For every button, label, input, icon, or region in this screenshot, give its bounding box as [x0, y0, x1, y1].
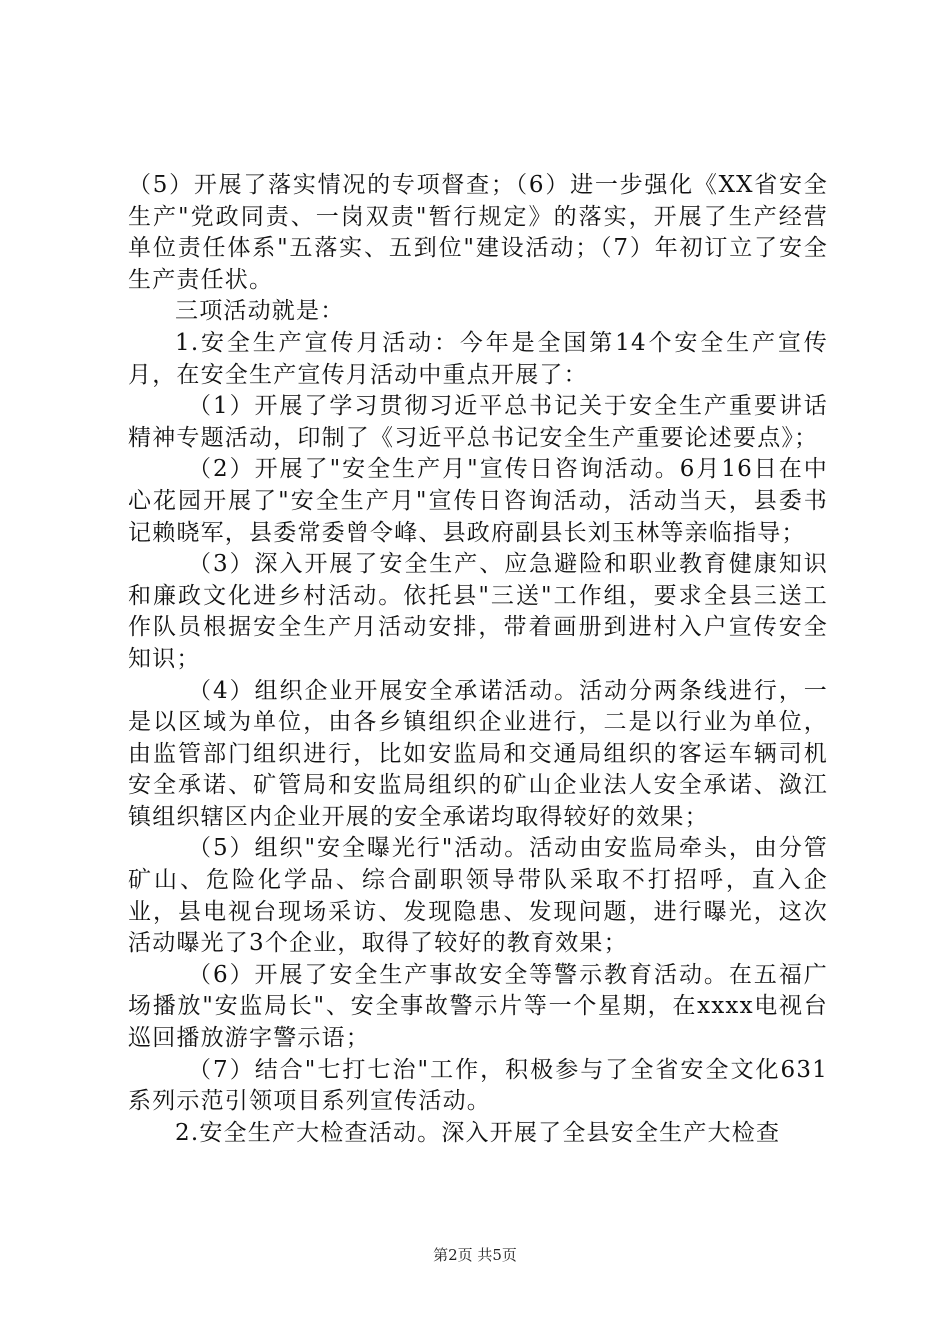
paragraph-three-activities-intro: 三项活动就是： — [175, 298, 345, 325]
paragraph-responsibility-measures: （5）开展了落实情况的专项督查；（6）进一步强化《XX省安全生产"党政同责、一岗双责"暂行规定》的落实，开展了生产经营单位责任体系"五落实、五到位"建设活动；（7）年初订立了安全生产责任状。 — [128, 172, 828, 293]
paragraph-item-2: （2）开展了"安全生产月"宣传日咨询活动。6月16日在中心花园开展了"安全生产月"宣传日咨询活动，活动当天，县委书记赖晓军，县委常委曾令峰、县政府副县长刘玉林等亲临指导； — [128, 456, 828, 546]
paragraph-item-4: （4）组织企业开展安全承诺活动。活动分两条线进行，一是以区域为单位，由各乡镇组织企业进行，二是以行业为单位，由监管部门组织进行，比如安监局和交通局组织的客运车辆司机安全承诺、矿管局和安监局组织的矿山企业法人安全承诺、潋江镇组织辖区内企业开展的安全承诺均取得较好的效果； — [128, 677, 828, 830]
paragraph-item-6: （6）开展了安全生产事故安全等警示教育活动。在五福广场播放"安监局长"、安全事故警示片等一个星期，在xxxx电视台巡回播放游字警示语； — [128, 961, 828, 1052]
document-body — [128, 170, 828, 1149]
page-number-footer: 第2页 共5页 — [433, 1246, 517, 1264]
paragraph-publicity-month: 1.安全生产宣传月活动：今年是全国第14个安全生产宣传月，在安全生产宣传月活动中重点开展了： — [128, 329, 828, 388]
paragraph-item-3: （3）深入开展了安全生产、应急避险和职业教育健康知识和廉政文化进乡村活动。依托县"三送"工作组，要求全县三送工作队员根据安全生产月活动安排，带着画册到进村入户宣传安全知识； — [128, 551, 828, 672]
paragraph-safety-inspection: 2.安全生产大检查活动。深入开展了全县安全生产大检查 — [175, 1119, 781, 1146]
paragraph-item-5: （5）组织"安全曝光行"活动。活动由安监局牵头，由分管矿山、危险化学品、综合副职领导带队采取不打招呼，直入企业，县电视台现场采访、发现隐患、发现问题，进行曝光，这次活动曝光了3个企业，取得了较好的教育效果； — [128, 835, 828, 957]
paragraph-item-1: （1）开展了学习贯彻习近平总书记关于安全生产重要讲话精神专题活动，印制了《习近平总书记安全生产重要论述要点》； — [128, 393, 828, 451]
paragraph-item-7: （7）结合"七打七治"工作，积极参与了全省安全文化631系列示范引领项目系列宣传活动。 — [128, 1056, 828, 1115]
